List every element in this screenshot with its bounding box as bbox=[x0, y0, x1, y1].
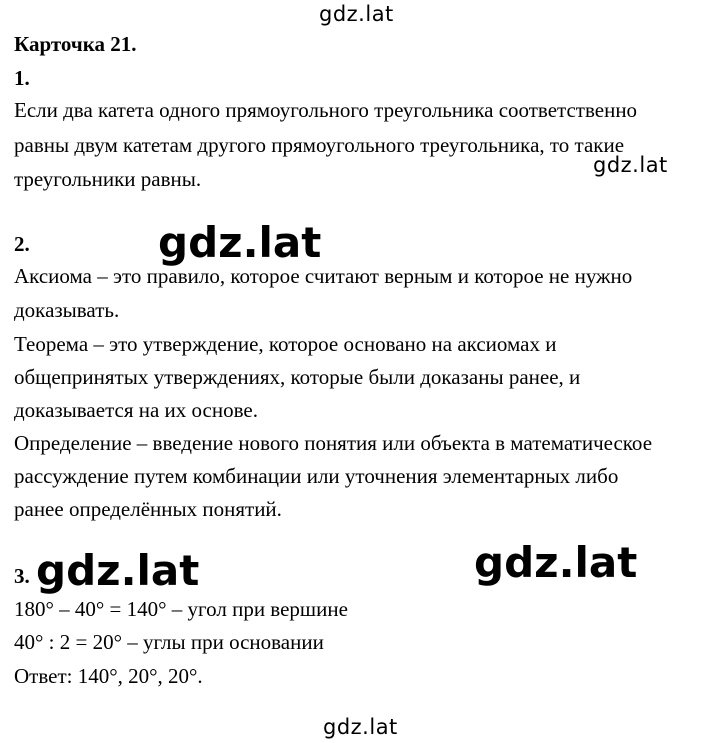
section-2-line-4: общепринятых утверждениях, которые были доказаны ранее, и bbox=[14, 365, 581, 389]
section-3-line-1: 180° – 40° = 140° – угол при вершине bbox=[14, 597, 348, 621]
section-3-line-2: 40° : 2 = 20° – углы при основании bbox=[14, 630, 324, 654]
section-3-number: 3. bbox=[14, 564, 30, 588]
section-2-line-2: доказывать. bbox=[14, 298, 120, 322]
section-1-number: 1. bbox=[14, 66, 30, 90]
section-2-line-3: Теорема – это утверждение, которое основано на аксиомах и bbox=[14, 332, 557, 356]
section-2-line-6: Определение – введение нового понятия или объекта в математическое bbox=[14, 431, 653, 455]
watermark-top: gdz.lat bbox=[319, 2, 394, 26]
card-title: Карточка 21. bbox=[14, 32, 137, 56]
watermark-bottom: gdz.lat bbox=[323, 715, 398, 739]
section-3-line-3: Ответ: 140°, 20°, 20°. bbox=[14, 664, 203, 688]
watermark-right: gdz.lat bbox=[593, 153, 668, 177]
section-2-line-5: доказывается на их основе. bbox=[14, 398, 258, 422]
section-1-line-1: Если два катета одного прямоугольного треугольника соответственно bbox=[14, 98, 638, 122]
section-2-line-8: ранее определённых понятий. bbox=[14, 497, 282, 521]
watermark-large-2: gdz.lat bbox=[36, 546, 200, 595]
section-2-number: 2. bbox=[14, 232, 30, 256]
watermark-large-3: gdz.lat bbox=[474, 538, 638, 587]
section-2-line-1: Аксиома – это правило, которое считают верным и которое не нужно bbox=[14, 264, 633, 288]
watermark-large-1: gdz.lat bbox=[158, 218, 322, 267]
section-1-line-2: равны двум катетам другого прямоугольного треугольника, то такие bbox=[14, 133, 625, 157]
section-1-line-3: треугольники равны. bbox=[14, 167, 202, 191]
section-2-line-7: рассуждение путем комбинации или уточнения элементарных либо bbox=[14, 464, 619, 488]
